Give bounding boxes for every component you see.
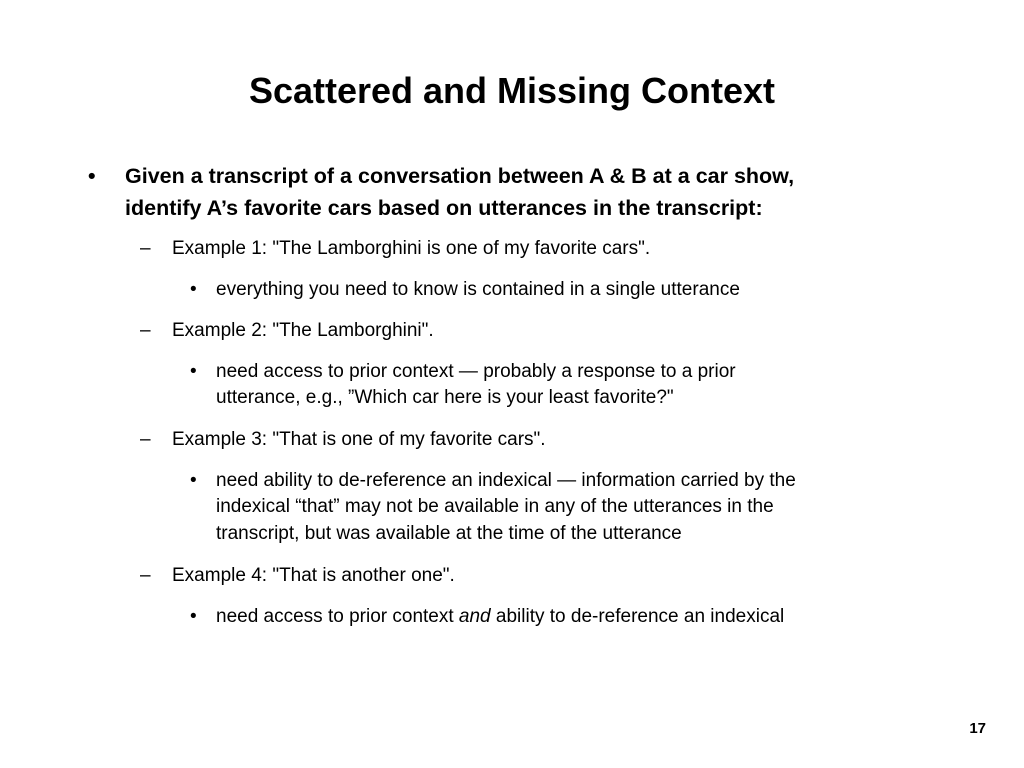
page-number: 17 <box>969 720 986 737</box>
sub-bullet-marker: • <box>190 470 197 491</box>
example-2-note-line-2: utterance, e.g., ”Which car here is your least favorite?" <box>216 387 674 408</box>
main-bullet-line-1: Given a transcript of a conversation between A & B at a car show, <box>125 164 795 188</box>
dash-marker: – <box>140 429 151 450</box>
example-3-note-line-1: need ability to de-reference an indexical — information carried by the <box>216 470 796 491</box>
example-4-note-line-1 <box>216 604 784 630</box>
sub-bullet-marker: • <box>190 279 197 300</box>
example-2-label: Example 2: "The Lamborghini". <box>172 320 434 341</box>
example-3-label: Example 3: "That is one of my favorite cars". <box>172 429 546 450</box>
example-4-label: Example 4: "That is another one". <box>172 565 455 586</box>
example-1-note-line-1: everything you need to know is contained in a single utterance <box>216 279 740 300</box>
example-4-note-after: ability to de-reference an indexical <box>490 606 785 627</box>
main-bullet-line-2: identify A’s favorite cars based on utterances in the transcript: <box>125 196 763 220</box>
dash-marker: – <box>140 565 151 586</box>
example-4-note-before: need access to prior context <box>216 606 459 627</box>
example-1-label: Example 1: "The Lamborghini is one of my favorite cars". <box>172 238 651 259</box>
sub-bullet-marker: • <box>190 361 197 382</box>
slide-title: Scattered and Missing Context <box>248 70 776 111</box>
sub-bullet-marker: • <box>190 606 197 627</box>
dash-marker: – <box>140 320 151 341</box>
example-3-note-line-3: transcript, but was available at the time of the utterance <box>216 523 682 544</box>
example-3-note-line-2: indexical “that” may not be available in any of the utterances in the <box>216 496 774 517</box>
example-4-note-emphasis: and <box>458 606 491 627</box>
dash-marker: – <box>140 238 151 259</box>
example-2-note-line-1: need access to prior context — probably a response to a prior <box>216 361 736 382</box>
bullet-marker: • <box>88 164 96 188</box>
